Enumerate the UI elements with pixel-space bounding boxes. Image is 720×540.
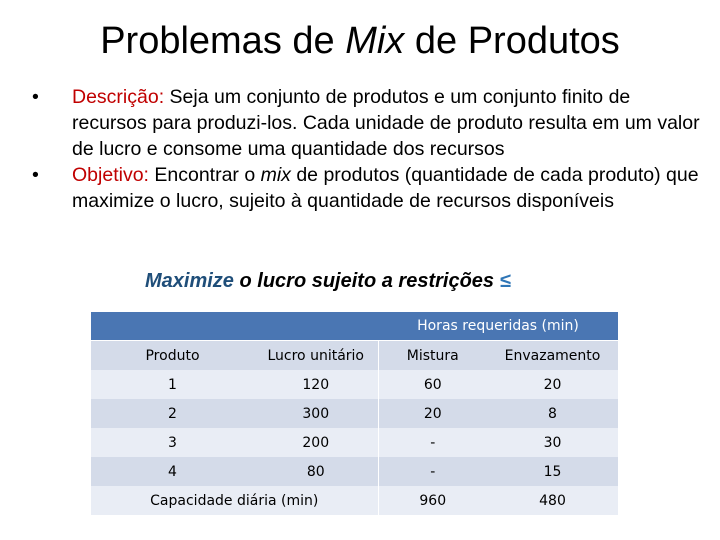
product-table bbox=[91, 312, 618, 515]
table-row: 2 300 20 8 bbox=[91, 399, 618, 428]
objective-statement: Maximize o lucro sujeito a restrições ≤ bbox=[145, 270, 511, 292]
table-total-row: Capacidade diária (min) 960 480 bbox=[91, 486, 618, 515]
bullet-label: Descrição: bbox=[72, 86, 165, 108]
bullet-label: Objetivo: bbox=[72, 164, 149, 186]
column-header: Lucro unitário bbox=[254, 341, 378, 371]
table-row: 4 80 - 15 bbox=[91, 457, 618, 486]
column-header: Envazamento bbox=[487, 341, 618, 371]
column-header: Mistura bbox=[378, 341, 487, 371]
bullet-list bbox=[30, 84, 700, 214]
bullet-dot-icon: • bbox=[32, 86, 39, 108]
bullet-text: Seja um conjunto de produtos e um conjunto finito de recursos para produzi-los. Cada unidade de produto resulta em um valor de lucro e consome uma quantidade dos recursos bbox=[72, 86, 700, 160]
table-header-row bbox=[91, 341, 618, 371]
bullet-descricao bbox=[30, 84, 700, 162]
bullet-dot-icon: • bbox=[32, 164, 39, 186]
page-title: Problemas de Mix de Produtos bbox=[100, 20, 620, 62]
group-header: Horas requeridas (min) bbox=[378, 312, 618, 341]
title-italic: Mix bbox=[345, 20, 405, 62]
table-row: 1 120 60 20 bbox=[91, 370, 618, 399]
less-equal-symbol: ≤ bbox=[499, 270, 511, 292]
bullet-objetivo: • Objetivo: Encontrar o mix de produtos (quantidade de cada produto) que maximize o lucro, sujeito à quantidade de recursos disponíveis bbox=[32, 164, 699, 212]
table-group-header-row bbox=[91, 312, 618, 341]
total-label: Capacidade diária (min) bbox=[91, 486, 378, 515]
column-header: Produto bbox=[91, 341, 254, 371]
table-row: 3 200 - 30 bbox=[91, 428, 618, 457]
